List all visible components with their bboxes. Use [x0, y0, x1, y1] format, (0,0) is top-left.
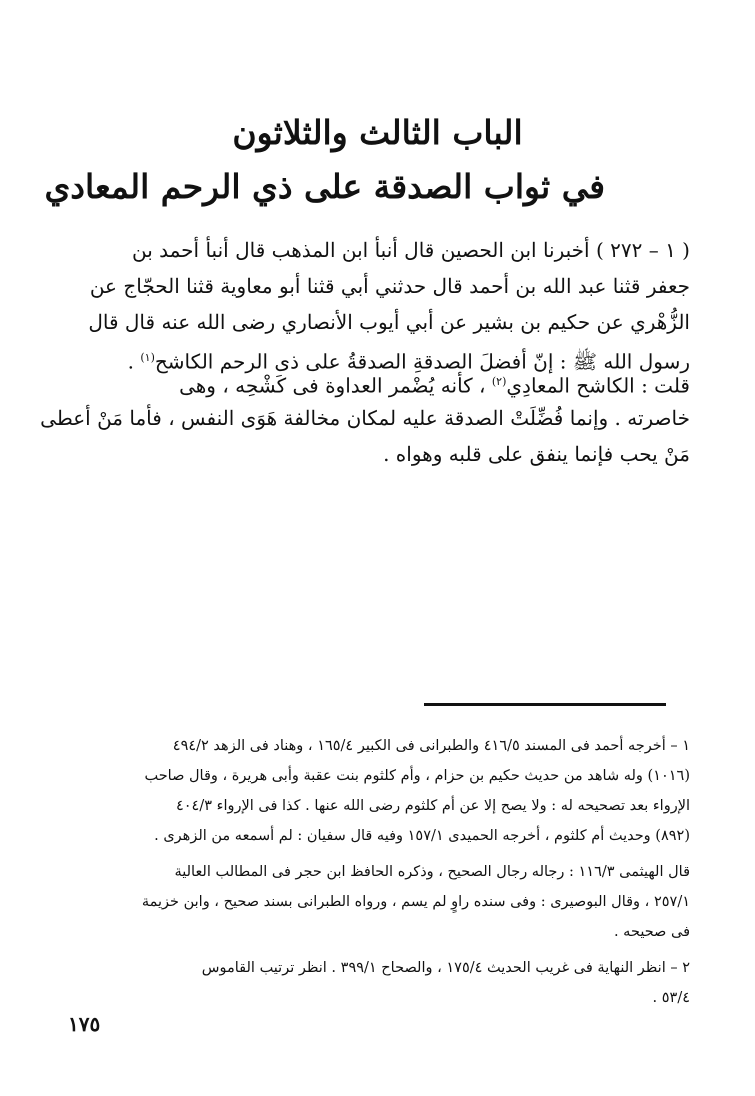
commentary-text-end: ، كأنه يُضْمر العداوة فى كَشْحِه ، وهى [179, 373, 492, 398]
footnote-1b-line: فى صحيحه . [613, 924, 690, 940]
commentary-paragraph [40, 364, 690, 472]
footnote-1-line: (١٠١٦) وله شاهد من حديث حكيم بن حزام ، وأم كلثوم بنت عقبة وأبى هريرة ، وقال صاحب [144, 768, 690, 784]
chapter-subtitle: في ثواب الصدقة على ذي الرحم المعادي [44, 167, 605, 206]
footnotes [68, 731, 690, 1013]
hadith-line: الزُّهْري عن حكيم بن بشير عن أبي أيوب الأنصاري رضى الله عنه قال قال [88, 310, 690, 334]
footnote-separator [424, 703, 666, 706]
commentary-line: خاصرته . وإنما فُضِّلَتْ الصدقة عليه لمكان مخالفة هَوَى النفس ، فأما مَنْ أعطى [40, 406, 690, 430]
footnote-1-line: الإرواء بعد تصحيحه له : ولا يصح إلا عن أم كلثوم رضى الله عنها . كذا فى الإرواء ٤٠٤/٣ [175, 798, 690, 814]
footnote-2-line: ٥٣/٤ . [652, 990, 690, 1006]
footnote-2-line: ٢ – انظر النهاية فى غريب الحديث ١٧٥/٤ ، والصحاح ٣٩٩/١ . انظر ترتيب القاموس [201, 960, 690, 976]
hadith-line: ( ١ – ٢٧٢ ) أخبرنا ابن الحصين قال أنبأ ابن المذهب قال أنبأ أحمد بن [131, 238, 690, 262]
commentary-text-start: قلت : الكاشح المعادِي [506, 373, 690, 398]
hadith-line-end: . [127, 349, 141, 374]
commentary-line [68, 364, 690, 400]
footnote-1-line: ١ – أخرجه أحمد فى المسند ٤١٦/٥ والطبرانى فى الكبير ١٦٥/٤ ، وهناد فى الزهد ٤٩٤/٢ [172, 738, 690, 754]
hadith-line: جعفر قثنا عبد الله بن أحمد قال حدثني أبي قثنا أبو معاوية قثنا الحجّاج عن [89, 274, 690, 298]
footnote-1b-line: قال الهيثمى ١١٦/٣ : رجاله رجال الصحيح ، وذكره الحافظ ابن حجر فى المطالب العالية [174, 864, 690, 880]
footnote-1b-line: ٢٥٧/١ ، وقال البوصيرى : وفى سنده راوٍ لم يسم ، ورواه الطبرانى بسند صحيح ، وابن خزيمة [141, 894, 690, 910]
hadith-paragraph [68, 232, 690, 376]
chapter-title: الباب الثالث والثلاثون [232, 113, 523, 152]
hadith-line-text: رسول الله ﷺ : إنّ أفضلَ الصدقةِ الصدقةُ على ذى الرحم الكاشح [154, 349, 690, 374]
footnote-ref-1: (١) [140, 351, 155, 364]
commentary-line: مَنْ يحب فإنما ينفق على قلبه وهواه . [383, 442, 690, 466]
footnote-1-line: (٨٩٢) وحديث أم كلثوم ، أخرجه الحميدى ١٥٧/١ وفيه قال سفيان : لم أسمعه من الزهرى . [154, 828, 690, 844]
page-number: ١٧٥ [68, 1012, 101, 1036]
footnote-ref-2: (٢) [491, 375, 507, 388]
